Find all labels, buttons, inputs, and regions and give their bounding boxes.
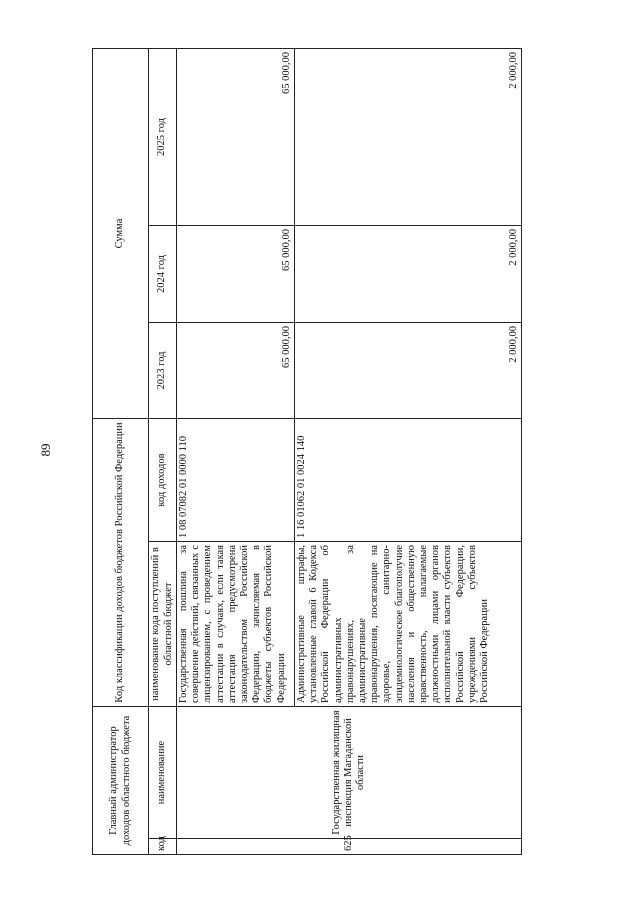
revenue-table <box>92 48 522 855</box>
header-year-2024: 2024 год <box>149 225 177 322</box>
header-year-2023: 2023 год <box>149 322 177 418</box>
header-row-2 <box>149 48 177 854</box>
header-admin-name: наименование <box>149 707 177 839</box>
header-admin-group: Главный администратор доходов областного бюджета <box>93 707 149 855</box>
sum-2024-cell: 2 000,00 <box>295 225 522 322</box>
header-year-2025: 2025 год <box>149 48 177 225</box>
sum-2024-cell: 65 000,00 <box>177 225 295 322</box>
sum-2023-cell: 2 000,00 <box>295 322 522 418</box>
header-income-name: наименование кода поступлений в областной бюджет <box>149 542 177 707</box>
income-description-cell: Государственная пошлина за совершение действий, связанных с лицензированием, с проведением аттестации в случаях, если такая аттестация предусмотрена законодательством Российской Федерации, зачисляемая в бюджеты субъектов Российской Федерации <box>177 542 295 707</box>
admin-code-cell: 625 <box>177 839 522 855</box>
header-income-code: код доходов <box>149 418 177 541</box>
table-row <box>177 48 295 854</box>
income-description-cell: Административные штрафы, установленные главой 6 Кодекса Российской Федерации об административных правонарушениях, за административные правонарушения, посягающие на здоровье, санитарно-эпидемиологическое благополучие населения и общественную нравственность, налагаемые должностными лицами органов исполнительной власти субъектов Российской Федерации, учреждениями субъектов Российской Федерации <box>295 542 522 707</box>
sum-2023-cell: 65 000,00 <box>177 322 295 418</box>
income-code-cell: 1 08 07082 01 0000 110 <box>177 418 295 541</box>
header-row-1 <box>93 48 149 854</box>
header-sum-group: Сумма <box>93 48 149 418</box>
sum-2025-cell: 2 000,00 <box>295 48 522 225</box>
header-admin-code: код <box>149 839 177 855</box>
header-classification-group: Код классификации доходов бюджетов Российской Федерации <box>93 418 149 706</box>
sum-2025-cell: 65 000,00 <box>177 48 295 225</box>
income-code-cell: 1 16 01062 01 0024 140 <box>295 418 522 541</box>
admin-name-cell: Государственная жилищная инспекция Магаданской области <box>177 707 522 839</box>
page-number: 89 <box>38 443 53 457</box>
rotated-sheet <box>92 49 522 855</box>
